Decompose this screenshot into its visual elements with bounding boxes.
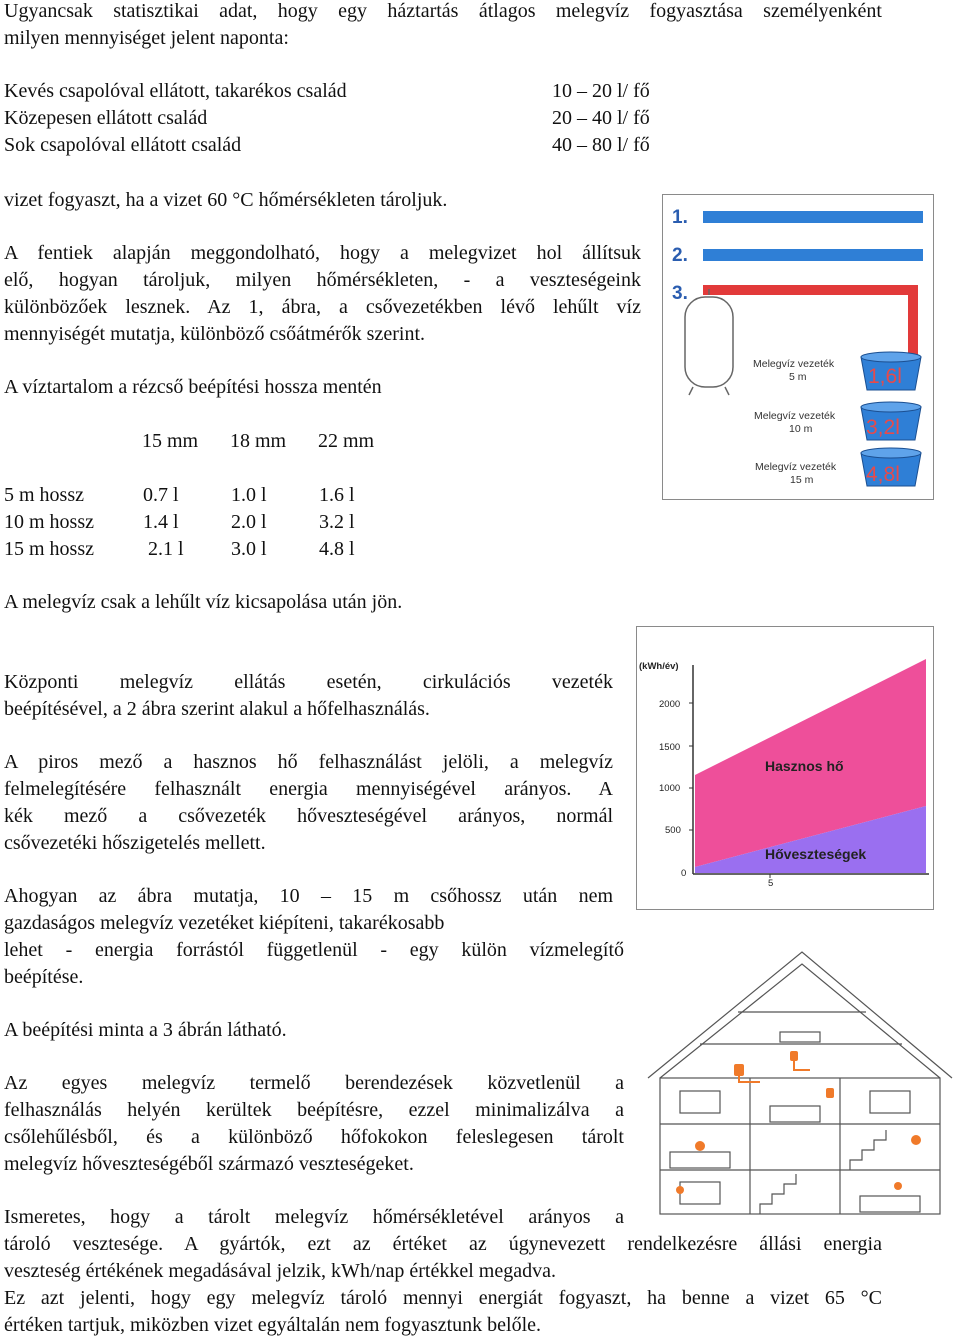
table-header: 15 mm: [142, 430, 199, 452]
useful-heat-label: Hasznos hő: [765, 758, 844, 774]
paragraph-7: [4, 1204, 882, 1339]
pipe-number: 1.: [672, 207, 688, 228]
y-tick-label: 2000: [659, 699, 681, 710]
consumption-row: [4, 105, 704, 132]
paragraph-4: [4, 883, 624, 991]
pipe-number: 3.: [672, 283, 688, 304]
y-tick-label: 500: [665, 825, 681, 836]
table-row: [4, 536, 704, 563]
paragraph-line: melegvíz hőveszteségéből származó veszteségeket.: [4, 1153, 414, 1175]
pipe-2: [703, 249, 923, 261]
figure-2-drawing: [637, 627, 932, 908]
pipe-length-value: 10 m: [789, 423, 813, 435]
paragraph-line: lehet - energia forrástól függetlenül - egy külön vízmelegítő: [4, 939, 624, 961]
table-row-label: 15 m hossz: [4, 538, 94, 560]
paragraph-line: csőlehűlésből, és a különböző hőfokokon feleslegesen tárolt: [4, 1126, 624, 1148]
paragraph-line: veszteség értékének megadásával jelzik, kWh/nap értékkel megadva.: [4, 1260, 556, 1282]
table-cell: 1.4 l: [143, 511, 179, 533]
consumption-label: Kevés csapolóval ellátott, takarékos család: [4, 80, 347, 102]
intro-line-2: milyen mennyiséget jelent naponta:: [4, 27, 289, 49]
paragraph-line: elő, hogyan tároljuk, milyen hőmérsékleten, - a veszteségeink: [4, 269, 641, 291]
pipe-number: 2.: [672, 245, 688, 266]
intro-line-1: Ugyancsak statisztikai adat, hogy egy háztartás átlagos melegvíz fogyasztása személyenként: [4, 0, 882, 22]
paragraph-line: gazdaságos melegvíz vezetéket kiépíteni, takarékosabb: [4, 912, 445, 934]
paragraph-line: Ez azt jelenti, hogy egy melegvíz tároló mennyi energiát fogyaszt, ha benne a vizet 65 °C: [4, 1287, 882, 1309]
pipe-length-label: Melegvíz vezeték: [753, 358, 835, 370]
paragraph-line: Az egyes melegvíz termelő berendezések közvetlenül a: [4, 1072, 624, 1094]
water-volume: 3,2l: [866, 416, 900, 439]
consumption-value: 10 – 20 l/ fő: [552, 80, 650, 102]
table-row: [4, 482, 704, 509]
paragraph-line: beépítésével, a 2 ábra szerint alakul a hőfelhasználás.: [4, 698, 430, 720]
paragraph-line: mennyiségét mutatja, különböző csőátmérők szerint.: [4, 323, 425, 345]
consumption-label: Sok csapolóval ellátott család: [4, 134, 242, 156]
storage-note: vizet fogyaszt, ha a vizet 60 °C hőmérsékleten tároljuk.: [4, 189, 448, 211]
table-row-label: 5 m hossz: [4, 484, 84, 506]
table-cell: 2.0 l: [231, 511, 267, 533]
paragraph-line: értéken tartjuk, miközben vizet egyáltalán nem fogyasztunk belőle.: [4, 1314, 542, 1336]
heat-loss-label: Hőveszteségek: [765, 846, 867, 862]
table-cell: 1.0 l: [231, 484, 267, 506]
paragraph-line: tároló vesztesége. A gyártók, ezt az értéket az úgynevezett rendelkezésre állási energia: [4, 1233, 882, 1255]
figure-1-drawing: [663, 195, 932, 498]
pipe-length-label: Melegvíz vezeték: [755, 461, 837, 473]
paragraph-line: felmelegítésére felhasznált energia mennyiségével arányos. A: [4, 778, 613, 800]
house-section-icon: [640, 946, 956, 1218]
y-tick-label: 1500: [659, 742, 681, 753]
consumption-row: [4, 132, 704, 159]
paragraph-line: különbözőek lesznek. Az 1, ábra, a csővezetékben lévő lehűlt víz: [4, 296, 641, 318]
consumption-value: 40 – 80 l/ fő: [552, 134, 650, 156]
paragraph-2: [4, 669, 613, 723]
paragraph-line: kék mező a csővezeték hőveszteségével arányos, normál: [4, 805, 613, 827]
figure-3-house-section: [640, 946, 956, 1218]
water-volume: 4,8l: [866, 463, 900, 486]
table-header: 22 mm: [318, 430, 375, 452]
table-row-label: 10 m hossz: [4, 511, 94, 533]
paragraph-1: [4, 240, 641, 348]
y-axis-unit: (kWh/év): [639, 661, 679, 672]
water-volume: 1,6l: [868, 365, 902, 388]
pipe-length-value: 15 m: [790, 474, 814, 486]
paragraph-line: csővezetéki hőszigetelés mellett.: [4, 832, 266, 854]
paragraph-5: A beépítési minta a 3 ábrán látható.: [4, 1019, 287, 1041]
table-header: 18 mm: [230, 430, 287, 452]
figure-2-heat-usage: [636, 626, 934, 910]
paragraph-line: Központi melegvíz ellátás esetén, cirkulációs vezeték: [4, 671, 613, 693]
paragraph-line: Ahogyan az ábra mutatja, 10 – 15 m csőhossz után nem: [4, 885, 613, 907]
table-cell: 3.0 l: [231, 538, 267, 560]
consumption-row: [4, 78, 704, 105]
table-cell: 4.8 l: [319, 538, 355, 560]
boiler-tank-icon: [685, 289, 733, 395]
paragraph-3: [4, 749, 613, 857]
y-tick-label: 0: [681, 868, 687, 879]
paragraph-line: felhasználás helyén kerültek beépítésre, ezzel minimalizálva a: [4, 1099, 624, 1121]
paragraph-6: [4, 1070, 624, 1178]
paragraph-line: A piros mező a hasznos hő felhasználást jelöli, a melegvíz: [4, 751, 613, 773]
paragraph-line: beépítése.: [4, 966, 84, 988]
paragraph-line: A fentiek alapján meggondolható, hogy a melegvizet hol állítsuk: [4, 242, 641, 264]
pipe-length-value: 5 m: [789, 371, 807, 383]
table-header-row: [4, 428, 704, 455]
table-cell: 3.2 l: [319, 511, 355, 533]
pipe-3-hot: [703, 285, 918, 355]
y-tick-label: 1000: [659, 783, 681, 794]
table-cell: 1.6 l: [319, 484, 355, 506]
consumption-label: Közepesen ellátott család: [4, 107, 208, 129]
table-caption: A víztartalom a rézcső beépítési hossza mentén: [4, 376, 382, 398]
table-cell: 2.1 l: [148, 538, 184, 560]
x-tick-label: 5: [768, 878, 774, 889]
pipe-1: [703, 211, 923, 223]
consumption-value: 20 – 40 l/ fő: [552, 107, 650, 129]
table-cell: 0.7 l: [143, 484, 179, 506]
figure-1-pipe-volume: [662, 194, 934, 500]
pipe-length-label: Melegvíz vezeték: [754, 410, 836, 422]
paragraph-line: Ismeretes, hogy a tárolt melegvíz hőmérsékletével arányos a: [4, 1206, 624, 1228]
table-row: [4, 509, 704, 536]
after-table-note: A melegvíz csak a lehűlt víz kicsapolása után jön.: [4, 591, 403, 613]
